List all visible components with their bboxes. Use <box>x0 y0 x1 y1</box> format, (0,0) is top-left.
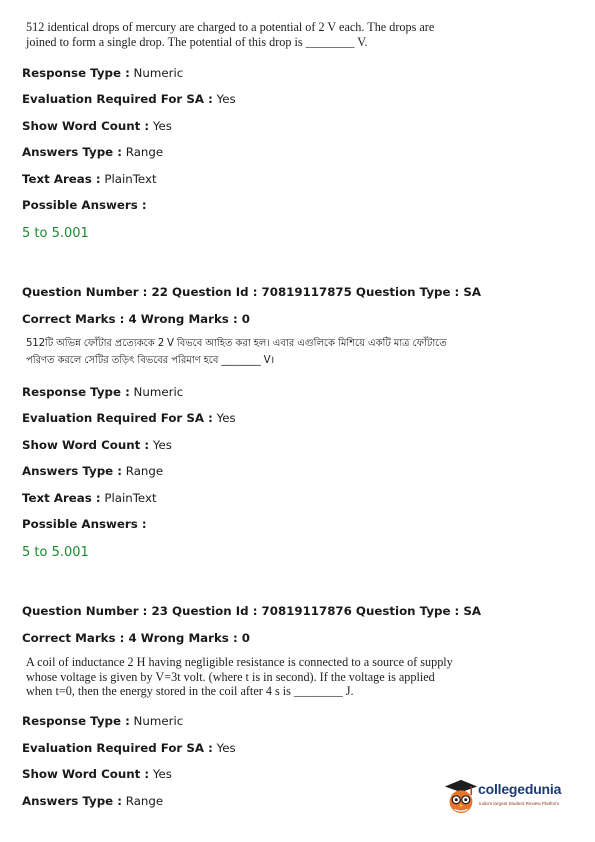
q21-possible-answer: 5 to 5.001 <box>22 226 89 241</box>
q23-response-type: Response Type : Numeric <box>22 714 184 728</box>
q21-show-word-count: Show Word Count : Yes <box>22 119 172 133</box>
question-22-text: 512টি অভিন্ন ফোঁটার প্রত্যেককে 2 V বিভবে আহিত করা হল। এবার এগুলিকে মিশিয়ে একটি মাত্র ফোঁটাতে পরিণত করলে সেটির তড়িৎ বিভবের পরিমাণ হবে ________ V। <box>26 338 447 366</box>
q21-answers-type: Answers Type : Range <box>22 145 164 159</box>
question-21-text: 512 identical drops of mercury are charged to a potential of 2 V each. The drops are joined to form a single drop. The potential of this drop is ________ V. <box>26 20 435 49</box>
q22-answers-type: Answers Type : Range <box>22 464 164 478</box>
q22-marks: Correct Marks : 4 Wrong Marks : 0 <box>22 312 250 326</box>
q22-text-areas: Text Areas : PlainText <box>22 491 157 505</box>
q22-eval-required: Evaluation Required For SA : Yes <box>22 411 236 425</box>
graduate-owl-icon <box>442 777 480 815</box>
q22-possible-answers-label: Possible Answers : <box>22 517 147 531</box>
q23-show-word-count: Show Word Count : Yes <box>22 767 172 781</box>
q22-header: Question Number : 22 Question Id : 70819117875 Question Type : SA <box>22 285 482 299</box>
q22-show-word-count: Show Word Count : Yes <box>22 438 172 452</box>
q22-response-type: Response Type : Numeric <box>22 385 184 399</box>
q23-answers-type: Answers Type : Range <box>22 794 164 808</box>
question-23-text: A coil of inductance 2 H having negligible resistance is connected to a source of supply whose voltage is given by V=3t volt. (where t is in second). If the voltage is applied when t=0, then the energy stored in the coil after 4 s is ________ J. <box>26 655 453 698</box>
q23-header: Question Number : 23 Question Id : 70819117876 Question Type : SA <box>22 604 482 618</box>
collegedunia-logo <box>442 775 572 819</box>
q21-response-type: Response Type : Numeric <box>22 66 184 80</box>
q23-marks: Correct Marks : 4 Wrong Marks : 0 <box>22 631 250 645</box>
q23-eval-required: Evaluation Required For SA : Yes <box>22 741 236 755</box>
logo-brand: collegedunia <box>478 781 562 797</box>
q21-text-areas: Text Areas : PlainText <box>22 172 157 186</box>
logo-tagline: India's largest Student Review Platform <box>479 801 560 806</box>
q21-eval-required: Evaluation Required For SA : Yes <box>22 92 236 106</box>
q22-possible-answer: 5 to 5.001 <box>22 545 89 560</box>
q21-possible-answers-label: Possible Answers : <box>22 198 147 212</box>
